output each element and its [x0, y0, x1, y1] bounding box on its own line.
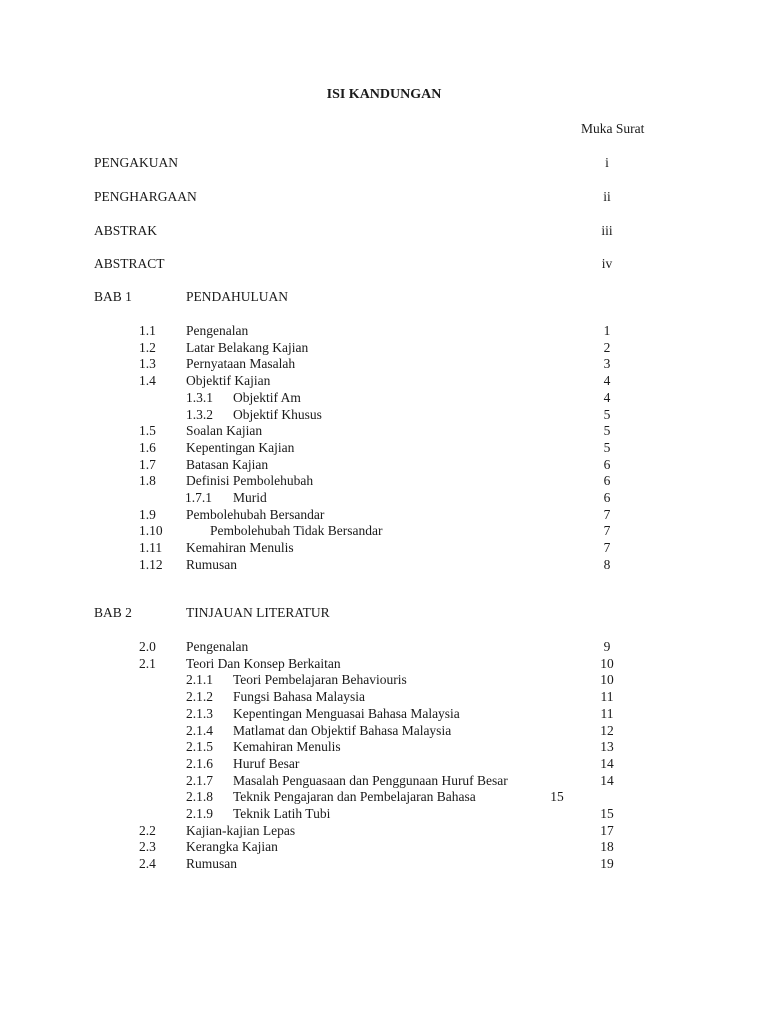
page-number: 2: [603, 339, 611, 355]
entry-number: 1.9: [139, 506, 156, 522]
entry-text: Teori Pembelajaran Behaviouris: [233, 672, 407, 688]
page-number: 10: [600, 672, 614, 688]
front-matter-label: ABSTRAK: [94, 223, 158, 238]
entry-number: 2.1: [139, 655, 156, 671]
entry-number: 1.11: [139, 540, 163, 556]
entry-number: 1.4: [139, 373, 156, 389]
entry-text: Kerangka Kajian: [186, 839, 278, 855]
entry-text: Kepentingan Kajian: [186, 439, 295, 455]
entry-text: Objektif Kajian: [186, 373, 271, 389]
page-number: 17: [600, 822, 614, 838]
entry-number: 2.2: [139, 822, 156, 838]
entry-text: Latar Belakang Kajian: [186, 339, 309, 355]
entry-number: 2.1.8: [186, 789, 213, 805]
page-number: 11: [600, 705, 614, 721]
entry-number: 2.1.6: [186, 755, 213, 771]
page-number: 14: [600, 772, 614, 788]
entry-number: 1.8: [139, 473, 156, 489]
entry-text: Rumusan: [186, 856, 238, 872]
entry-text: Teori Dan Konsep Berkaitan: [186, 655, 341, 671]
page-number: 3: [603, 356, 611, 372]
page-number: 6: [603, 490, 611, 505]
entry-text: Pengenalan: [186, 323, 249, 338]
page-number: 18: [600, 839, 614, 855]
entry-text: Pembolehubah Bersandar: [186, 506, 325, 522]
page-number: 8: [603, 556, 611, 572]
entry-number: 2.1.7: [186, 772, 213, 788]
entry-text: Teknik Pengajaran dan Pembelajaran Bahasa: [233, 789, 476, 805]
page-number: iii: [601, 223, 613, 238]
front-matter-label: PENGHARGAAN: [94, 189, 197, 204]
entry-text: Murid: [233, 490, 267, 505]
chapter-title: TINJAUAN LITERATUR: [186, 605, 330, 620]
entry-text: Pernyataan Masalah: [186, 356, 296, 372]
page-number: 5: [603, 439, 611, 455]
page-number: 6: [603, 456, 611, 472]
entry-number: 1.3.1: [186, 389, 213, 405]
entry-text: Rumusan: [186, 556, 238, 572]
entry-number: 2.1.3: [186, 705, 213, 721]
page-number: 5: [603, 406, 611, 422]
chapter-label: BAB 1: [94, 289, 132, 304]
entry-text: Kepentingan Menguasai Bahasa Malaysia: [233, 705, 460, 721]
entry-text: Teknik Latih Tubi: [233, 806, 331, 821]
page-number: 7: [603, 523, 611, 539]
page-number: 12: [600, 722, 614, 738]
entry-number: 1.10: [139, 523, 163, 539]
page-number: 9: [603, 639, 611, 654]
entry-text: Kemahiran Menulis: [233, 739, 341, 755]
page-number: 15: [600, 806, 614, 821]
entry-number: 2.1.5: [186, 739, 213, 755]
page-title: ISI KANDUNGAN: [326, 87, 442, 102]
entry-number: 2.0: [139, 639, 156, 654]
entry-number: 2.4: [139, 856, 156, 872]
entry-number: 1.5: [139, 423, 156, 439]
page-number: i: [605, 155, 609, 170]
entry-number: 1.1: [139, 323, 156, 338]
page-number: 14: [600, 755, 614, 771]
page-number: 11: [600, 689, 614, 705]
entry-number: 2.3: [139, 839, 156, 855]
entry-text: Matlamat dan Objektif Bahasa Malaysia: [233, 722, 452, 738]
entry-number: 2.1.9: [186, 806, 213, 821]
entry-number: 1.6: [139, 439, 156, 455]
entry-number: 2.1.2: [186, 689, 213, 705]
entry-text: Fungsi Bahasa Malaysia: [233, 689, 365, 705]
page-number: 13: [600, 739, 614, 755]
front-matter-label: PENGAKUAN: [94, 155, 178, 170]
entry-text: Kemahiran Menulis: [186, 540, 294, 556]
entry-number: 1.3: [139, 356, 156, 372]
entry-number: 2.1.1: [186, 672, 213, 688]
entry-number: 1.2: [139, 339, 156, 355]
entry-text: Objektif Am: [233, 389, 301, 405]
entry-number: 2.1.4: [186, 722, 213, 738]
chapter-title: PENDAHULUAN: [186, 289, 288, 304]
entry-text: Kajian-kajian Lepas: [186, 822, 296, 838]
page-number: ii: [603, 189, 611, 204]
page-number: 1: [603, 323, 611, 338]
page-number: 7: [603, 506, 611, 522]
chapter-label: BAB 2: [94, 605, 132, 620]
entry-text: Objektif Khusus: [233, 406, 322, 422]
entry-text: Huruf Besar: [233, 755, 300, 771]
entry-text: Masalah Penguasaan dan Penggunaan Huruf Besar: [233, 772, 508, 788]
entry-number: 1.3.2: [186, 406, 213, 422]
entry-text: Definisi Pembolehubah: [186, 473, 314, 489]
page-number: 6: [603, 473, 611, 489]
entry-text: Pembolehubah Tidak Bersandar: [210, 523, 383, 539]
entry-text: Pengenalan: [186, 639, 249, 654]
page-number: 19: [600, 856, 614, 872]
entry-number: 1.12: [139, 556, 163, 572]
entry-text: Soalan Kajian: [186, 423, 263, 439]
page-column-header: Muka Surat: [581, 121, 645, 136]
entry-number: 1.7: [139, 456, 156, 472]
entry-number: 1.7.1: [185, 490, 212, 505]
page-number: 15: [550, 789, 564, 805]
page-number: 4: [603, 389, 611, 405]
page-number: 7: [603, 540, 611, 556]
page-number: 10: [600, 655, 614, 671]
front-matter-label: ABSTRACT: [94, 256, 165, 271]
page-number: 4: [603, 373, 611, 389]
page-number: iv: [601, 256, 613, 271]
page-number: 5: [603, 423, 611, 439]
entry-text: Batasan Kajian: [186, 456, 269, 472]
